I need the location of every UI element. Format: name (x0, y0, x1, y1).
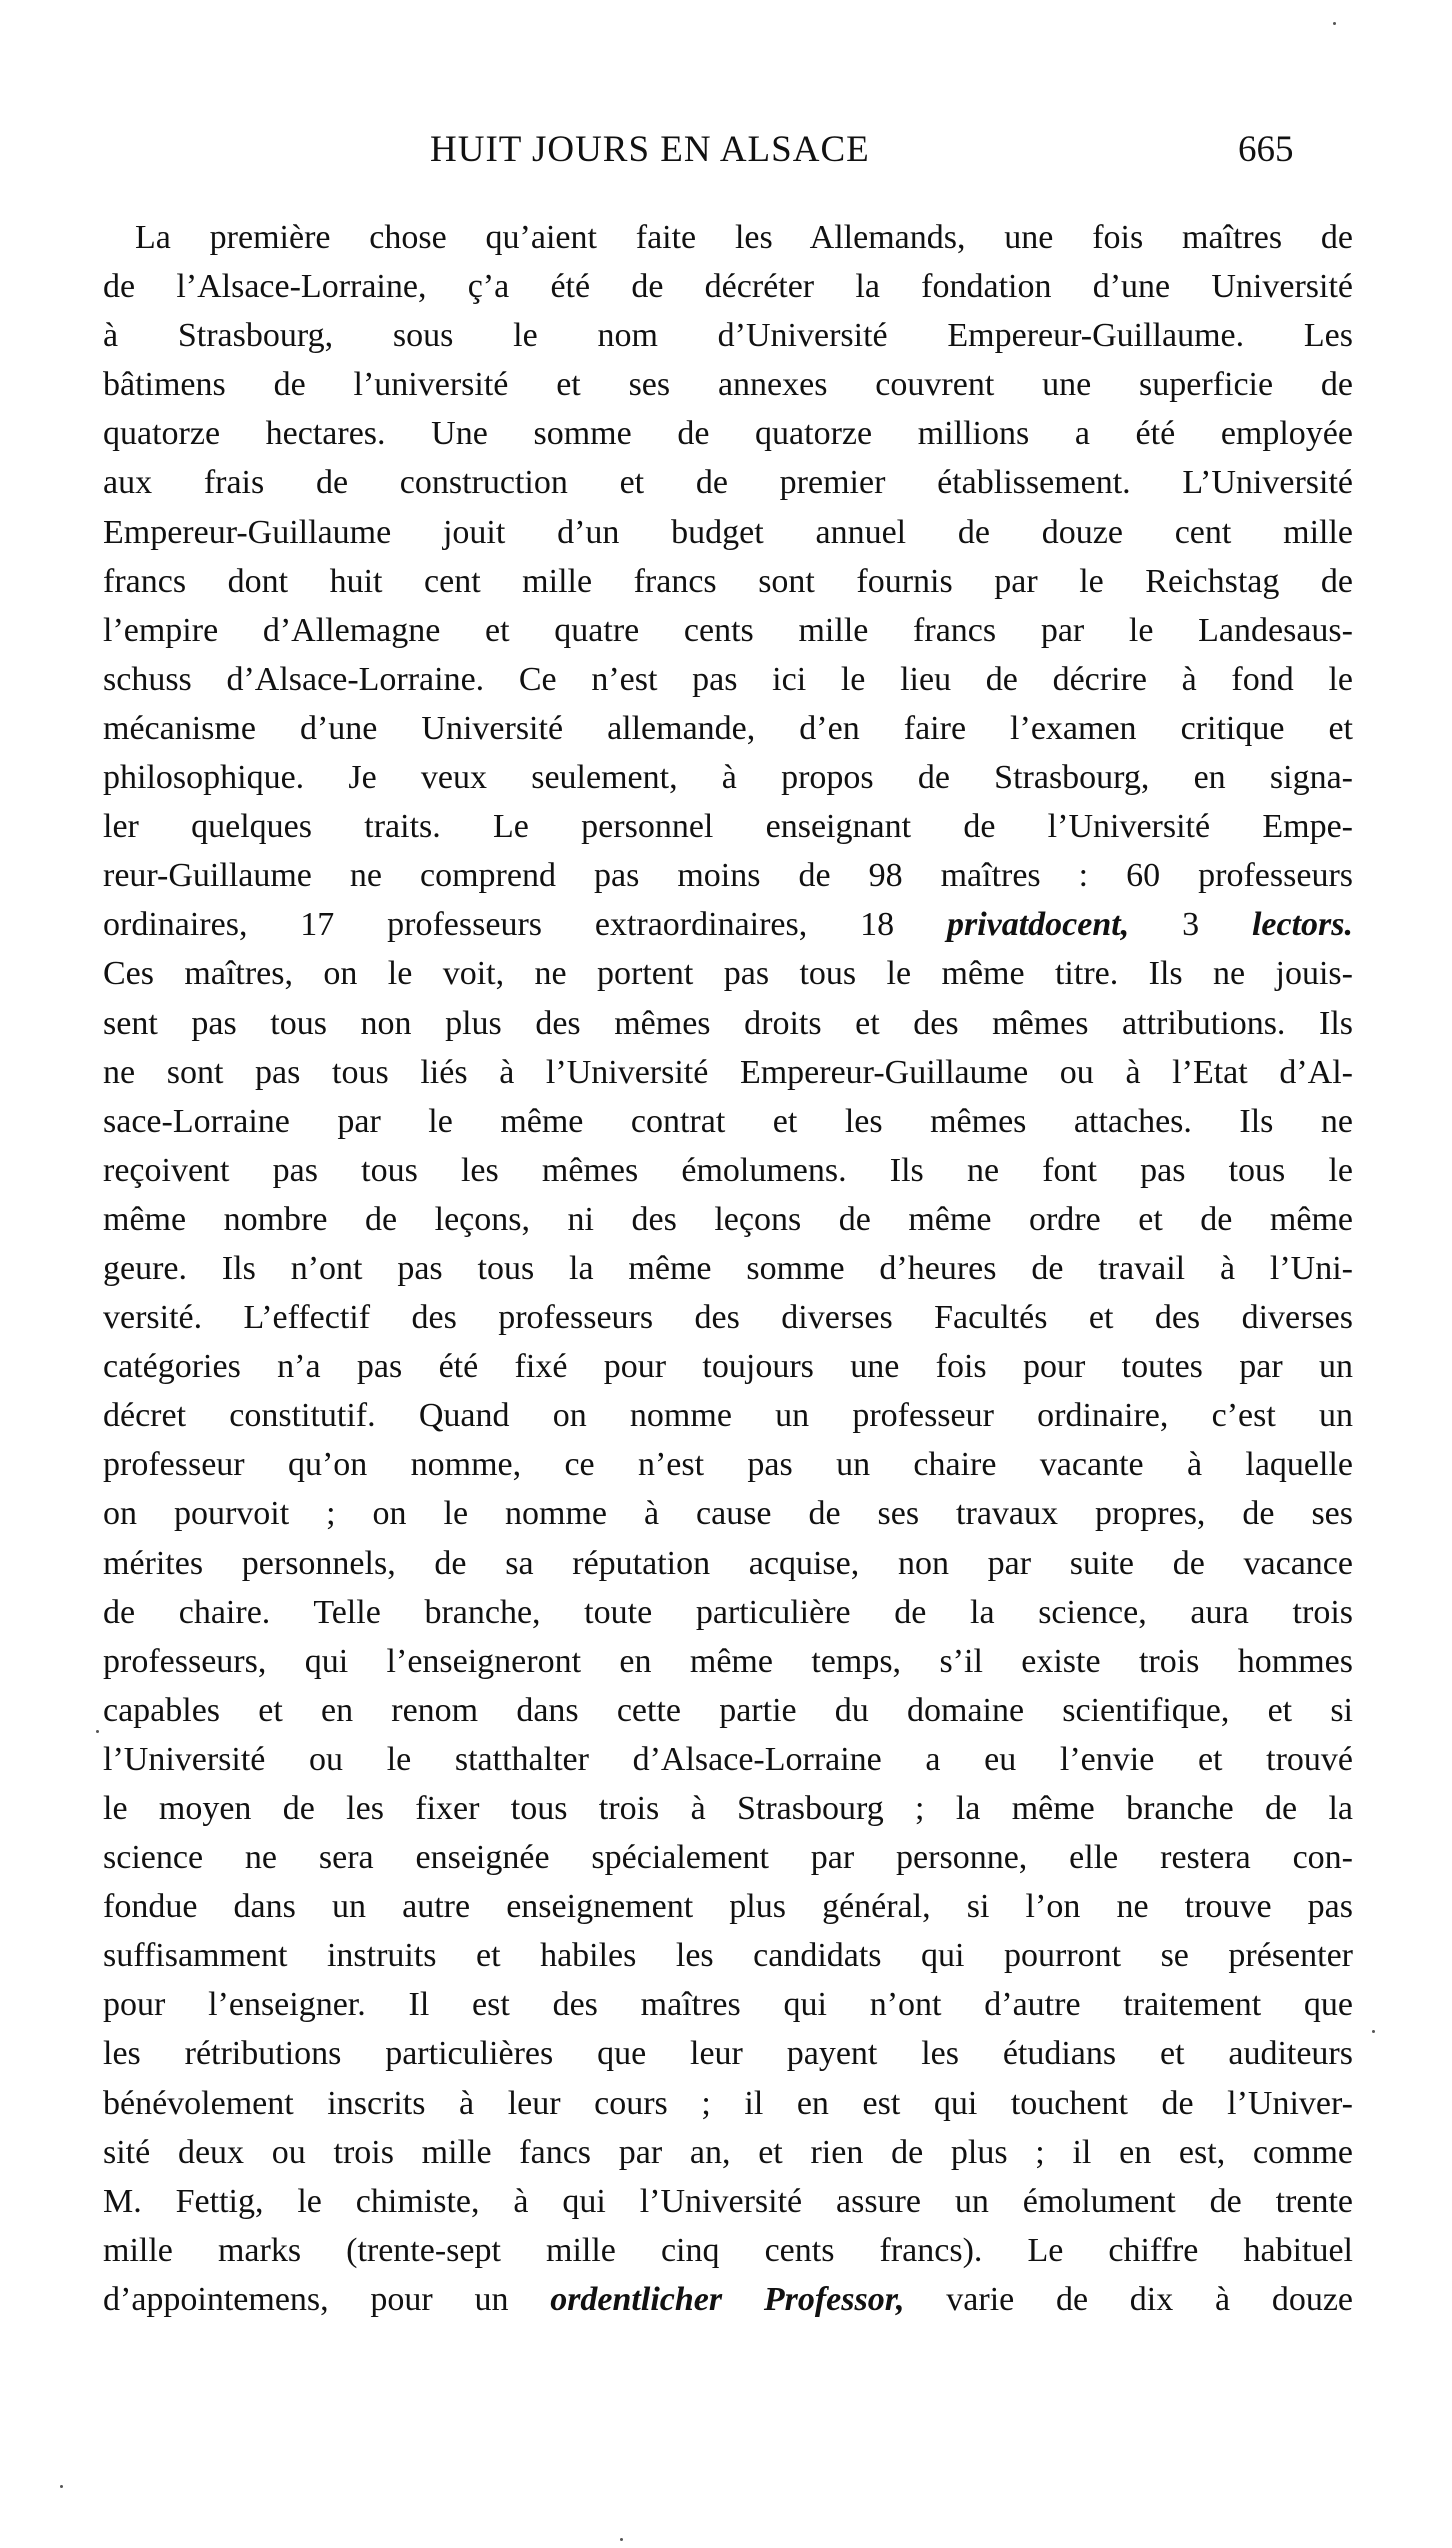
italic-term: ordentlicher Professor, (550, 2280, 905, 2318)
text-line: La première chose qu’aient faite les Allemands, une fois maîtres de (135, 219, 1353, 256)
page-number: 665 (1238, 129, 1294, 170)
text-line: mécanisme d’une Université allemande, d’en faire l’examen critique et (103, 709, 1353, 747)
text-line: reçoivent pas tous les mêmes émolumens. Ils ne font pas tous le (103, 1151, 1353, 1189)
text-run: d’appointemens, pour un (103, 2280, 551, 2318)
text-line: le moyen de les fixer tous trois à Strasbourg ; la même branche de la (103, 1790, 1353, 1827)
text-line: quatorze hectares. Une somme de quatorze millions a été employée (103, 415, 1353, 453)
text-run: ordinaires, 17 professeurs extraordinaires, 18 (103, 906, 947, 944)
text-line-with-italics (103, 900, 1353, 949)
text-line: sace-Lorraine par le même contrat et les mêmes attaches. Ils ne (103, 1102, 1353, 1140)
text-line: bénévolement inscrits à leur cours ; il en est qui touchent de l’Univer- (103, 2084, 1353, 2122)
text-line: Empereur-Guillaume jouit d’un budget annuel de douze cent mille (103, 513, 1353, 551)
running-title: HUIT JOURS EN ALSACE (430, 129, 870, 170)
scan-speck (96, 1730, 99, 1733)
text-line: pour l’enseigner. Il est des maîtres qui n’ont d’autre traitement que (103, 1986, 1353, 2024)
text-line: aux frais de construction et de premier établissement. L’Université (103, 464, 1353, 502)
scan-speck (620, 2538, 623, 2541)
text-line: l’empire d’Allemagne et quatre cents mille francs par le Landesaus- (103, 611, 1353, 649)
text-line-with-italics (103, 2275, 1353, 2324)
text-line: mérites personnels, de sa réputation acquise, non par suite de vacance (103, 1544, 1353, 1582)
text-line: catégories n’a pas été fixé pour toujours une fois pour toutes par un (103, 1348, 1353, 1386)
text-line: schuss d’Alsace-Lorraine. Ce n’est pas ici le lieu de décrire à fond le (103, 660, 1353, 698)
scan-speck (60, 2485, 63, 2488)
body-paragraph (103, 213, 1353, 2324)
text-line: science ne sera enseignée spécialement par personne, elle restera con- (103, 1839, 1353, 1877)
text-line: ler quelques traits. Le personnel enseignant de l’Université Empe- (103, 808, 1353, 846)
text-line: bâtimens de l’université et ses annexes couvrent une superficie de (103, 366, 1353, 404)
text-line: capables et en renom dans cette partie du domaine scientifique, et si (103, 1691, 1353, 1729)
text-line: geure. Ils n’ont pas tous la même somme d’heures de travail à l’Uni- (103, 1249, 1353, 1287)
text-run: 3 (1129, 906, 1252, 944)
italic-term: privatdocent, (946, 906, 1130, 944)
text-line: reur-Guillaume ne comprend pas moins de 98 maîtres : 60 professeurs (103, 857, 1353, 895)
text-line: professeurs, qui l’enseigneront en même temps, s’il existe trois hommes (103, 1642, 1353, 1680)
text-line: les rétributions particulières que leur payent les étudians et auditeurs (103, 2035, 1353, 2073)
text-line: M. Fettig, le chimiste, à qui l’Université assure un émolument de trente (103, 2182, 1353, 2220)
text-line: versité. L’effectif des professeurs des diverses Facultés et des diverses (103, 1299, 1353, 1337)
text-line: de l’Alsace-Lorraine, ç’a été de décréter la fondation d’une Université (103, 268, 1353, 306)
text-line: on pourvoit ; on le nomme à cause de ses travaux propres, de ses (103, 1495, 1353, 1533)
text-line: à Strasbourg, sous le nom d’Université Empereur-Guillaume. Les (103, 317, 1353, 355)
text-line: même nombre de leçons, ni des leçons de même ordre et de même (103, 1200, 1353, 1238)
text-line: sent pas tous non plus des mêmes droits et des mêmes attributions. Ils (103, 1004, 1353, 1042)
text-line: fondue dans un autre enseignement plus général, si l’on ne trouve pas (103, 1888, 1353, 1926)
italic-term: lectors. (1251, 906, 1353, 944)
text-run: varie de dix à douze (904, 2280, 1353, 2318)
text-line: ne sont pas tous liés à l’Université Empereur-Guillaume ou à l’Etat d’Al- (103, 1053, 1353, 1091)
text-line: l’Université ou le statthalter d’Alsace-Lorraine a eu l’envie et trouvé (103, 1740, 1353, 1778)
scan-speck (1333, 22, 1336, 25)
text-line: de chaire. Telle branche, toute particulière de la science, aura trois (103, 1593, 1353, 1631)
text-line: sité deux ou trois mille fancs par an, et rien de plus ; il en est, comme (103, 2133, 1353, 2171)
text-line: philosophique. Je veux seulement, à propos de Strasbourg, en signa- (103, 759, 1353, 797)
text-line: décret constitutif. Quand on nomme un professeur ordinaire, c’est un (103, 1397, 1353, 1435)
scan-speck (1372, 2030, 1375, 2033)
text-line: Ces maîtres, on le voit, ne portent pas tous le même titre. Ils ne jouis- (103, 955, 1353, 993)
text-line: professeur qu’on nomme, ce n’est pas un chaire vacante à laquelle (103, 1446, 1353, 1484)
text-line: mille marks (trente-sept mille cinq cents francs). Le chiffre habituel (103, 2231, 1353, 2269)
text-line: francs dont huit cent mille francs sont fournis par le Reichstag de (103, 562, 1353, 600)
text-line: suffisamment instruits et habiles les candidats qui pourront se présenter (103, 1937, 1353, 1975)
